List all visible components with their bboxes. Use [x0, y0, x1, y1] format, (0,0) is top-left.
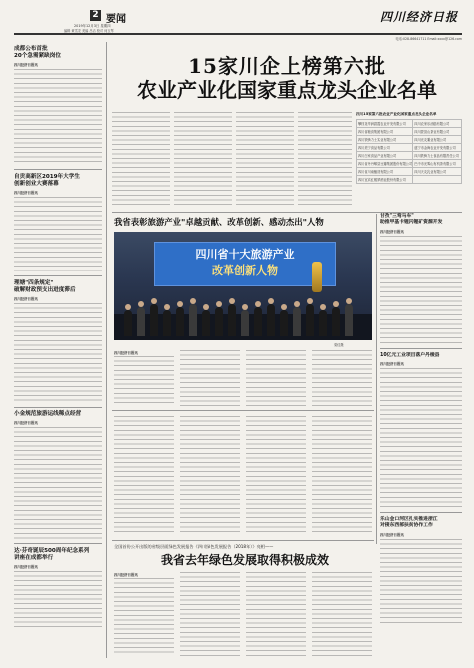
- mid-article-col1: [114, 416, 174, 532]
- company-cell: [413, 176, 462, 184]
- masthead-contact: 电话:028-86641711 Email:xxxx@126.com: [395, 37, 462, 41]
- green-report-col4: [312, 572, 372, 656]
- person-figure: [241, 310, 249, 336]
- person-figure: [163, 310, 171, 336]
- person-figure: [124, 310, 132, 336]
- company-cell: 四川美宁食品有限公司: [357, 144, 413, 152]
- issue-date: 2019年12月3日 星期四: [74, 24, 111, 28]
- company-cell: 四川光友薯业有限公司: [413, 136, 462, 144]
- tourism-body-col4: [312, 350, 372, 406]
- company-cell: 四川省丹丹郫县豆瓣集团股份有限公司: [357, 160, 413, 168]
- right-article3-title: 乐山金口河区扎实推进浙江 对接东西部扶贫协作工作: [380, 516, 438, 529]
- main-article-body-col1: [112, 112, 170, 208]
- company-cell: 四川省川南酿造有限公司: [357, 168, 413, 176]
- people-row: [124, 296, 362, 336]
- table-row: [357, 168, 462, 176]
- company-table-title: 四川15家第六批农业产业化国家重点龙头企业名单: [356, 112, 437, 116]
- main-headline-line2: 农业产业化国家重点龙头企业名单: [137, 78, 437, 102]
- masthead-rule: [14, 33, 462, 35]
- tourism-byline: 四川经济日报讯: [114, 351, 138, 355]
- left-article3-title: 理塘"四条规定" 破解财政预支出进度滞后: [14, 279, 76, 293]
- person-figure: [215, 307, 223, 336]
- company-cell: 四川白家食品产业有限公司: [357, 152, 413, 160]
- section-label: 要闻: [106, 14, 126, 25]
- right-article2-title: 10亿元工业项目落户丹棱县: [380, 352, 440, 358]
- company-cell: 遂宁市金海农业开发有限公司: [413, 144, 462, 152]
- right-column: [380, 214, 462, 625]
- tourism-headline: 我省表彰旅游产业"卓越贡献、改革创新、感动杰出"人物: [114, 217, 324, 227]
- editor-credits: 编辑 黄雪龙 美编 吕洁 校对 何玉琴: [64, 29, 114, 33]
- left-article3-byline: 四川经济日报讯: [14, 296, 38, 301]
- left-column: [14, 42, 102, 658]
- person-figure: [319, 310, 327, 336]
- person-figure: [267, 304, 275, 336]
- person-figure: [176, 307, 184, 336]
- right-article1-body: [380, 236, 462, 344]
- left-article3-body: [14, 303, 102, 403]
- person-figure: [150, 304, 158, 336]
- table-row: [357, 160, 462, 168]
- company-cell: 四川天友乳业有限公司: [413, 168, 462, 176]
- left-article5-title: 达·芬奇诞辰500周年纪念系列 讲座在成都举行: [14, 548, 90, 562]
- left-article2-byline: 四川经济日报讯: [14, 190, 38, 195]
- right-article2-byline: 四川经济日报讯: [380, 362, 404, 367]
- green-report-col2: [180, 572, 240, 656]
- green-report-byline: 四川经济日报讯: [114, 573, 138, 577]
- paper-name-logo: 四川经济日报: [379, 10, 458, 24]
- photo-banner-line2: 改革创新人物: [212, 264, 278, 277]
- green-report-col1: [114, 578, 174, 656]
- table-row: [357, 176, 462, 184]
- section-divider: [112, 410, 374, 411]
- left-article4-body: [14, 427, 102, 539]
- right-article3-byline: 四川经济日报讯: [380, 532, 404, 537]
- person-figure: [293, 307, 301, 336]
- person-figure: [280, 310, 288, 336]
- stage-screen: [154, 242, 336, 286]
- mid-article-col2: [180, 416, 240, 532]
- table-row: [357, 152, 462, 160]
- main-article-body-col3: [236, 112, 294, 208]
- left-article4-title: 小金规范旅游运线稀点经营: [14, 411, 82, 418]
- main-headline-line1: 15家川企上榜第六批: [188, 54, 386, 78]
- person-figure: [345, 304, 353, 336]
- photo-banner-line1: 四川省十大旅游产业: [195, 248, 295, 261]
- divider: [14, 543, 102, 544]
- person-figure: [189, 304, 197, 336]
- photo-credit: 梁佳摄: [334, 343, 344, 347]
- green-report-headline: 我省去年绿色发展取得积极成效: [160, 553, 329, 567]
- left-article1-title: 成都公布首批 20个急需紧缺岗位: [14, 46, 61, 59]
- divider: [14, 275, 102, 276]
- tourism-body-col2: [180, 350, 240, 406]
- left-column-divider: [106, 42, 107, 658]
- left-article2-body: [14, 197, 102, 271]
- table-row: [357, 128, 462, 136]
- right-article1-byline: 四川经济日报讯: [380, 229, 404, 234]
- divider: [380, 348, 462, 349]
- person-figure: [228, 304, 236, 336]
- company-table-box: [356, 112, 462, 194]
- left-article1-byline: 四川经济日报讯: [14, 63, 38, 67]
- table-row: [357, 136, 462, 144]
- green-report-col3: [246, 572, 306, 656]
- person-figure: [306, 304, 314, 336]
- main-headline: [112, 54, 462, 102]
- company-cell: 攀枝花华润碧霞农业开发有限公司: [357, 120, 413, 128]
- company-cell: 四川省粮食集团有限公司: [357, 128, 413, 136]
- left-article5-byline: 四川经济日报讯: [14, 565, 38, 570]
- right-article2-body: [380, 368, 462, 508]
- left-article4-byline: 四川经济日报讯: [14, 421, 38, 426]
- section-divider: [112, 212, 462, 213]
- trophy-icon: [312, 262, 322, 292]
- table-row: [357, 120, 462, 128]
- left-article1-body: [14, 69, 102, 165]
- main-article-body-col2: [174, 112, 232, 208]
- divider: [14, 169, 102, 170]
- page-number-badge: 2: [90, 10, 101, 21]
- mid-article-col4: [312, 416, 372, 532]
- table-row: [357, 144, 462, 152]
- tourism-body-col1: [114, 356, 174, 406]
- person-figure: [332, 307, 340, 336]
- mid-article-col3: [246, 416, 306, 532]
- section-divider: [112, 540, 374, 541]
- tourism-body-col3: [246, 350, 306, 406]
- right-article3-body: [380, 539, 462, 625]
- masthead: [14, 8, 462, 33]
- left-article2-title: 自贡高新区2019年大学生 创新创业大赛落幕: [14, 173, 80, 187]
- company-table: [356, 119, 462, 184]
- company-cell: 巴中市光雾山有机茶有限公司: [413, 160, 462, 168]
- person-figure: [254, 307, 262, 336]
- left-article5-body: [14, 571, 102, 627]
- award-photo: [114, 232, 372, 340]
- green-report-kicker: 全国首份公开出版的省级层面绿色发展报告《四川绿色发展报告（2018年）》亮相——: [114, 544, 274, 549]
- company-cell: 四川蒙顶山茶业有限公司: [413, 128, 462, 136]
- right-column-divider: [376, 214, 377, 544]
- company-cell: 四川铁骑力士食品有限责任公司: [413, 152, 462, 160]
- person-figure: [137, 307, 145, 336]
- right-article1-title: 甘孜"三弯马车" 助推甲基卡锂闪锂矿资源开发: [380, 214, 443, 226]
- company-cell: 四川宜宾红楼梦酒业股份有限公司: [357, 176, 413, 184]
- company-cell: 四川铁骑力士实业有限公司: [357, 136, 413, 144]
- person-figure: [202, 310, 210, 336]
- divider: [380, 512, 462, 513]
- company-cell: 四川农家乐油脂有限公司: [413, 120, 462, 128]
- divider: [14, 407, 102, 408]
- main-article-body-col4: [298, 112, 352, 208]
